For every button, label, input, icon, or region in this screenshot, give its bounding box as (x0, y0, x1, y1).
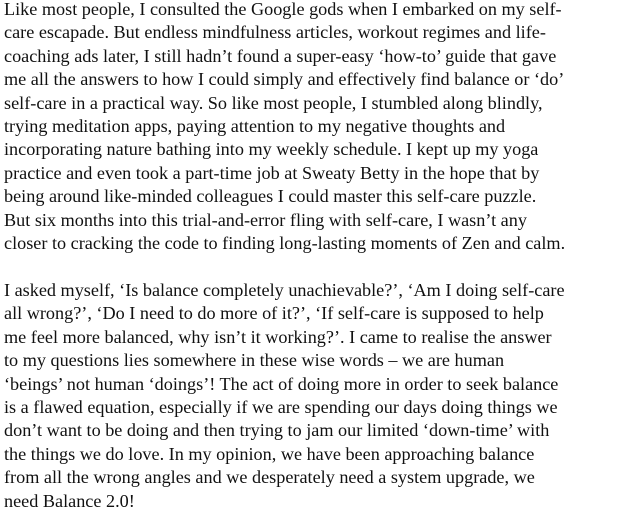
paragraph-line: ‘beings’ not human ‘doings’! The act of doing more in order to seek balance (4, 373, 559, 394)
paragraph-line: I asked myself, ‘Is balance completely unachievable?’, ‘Am I doing self-care (4, 279, 565, 300)
paragraph-line: practice and even took a part-time job at Sweaty Betty in the hope that by (4, 162, 540, 183)
paragraph-line: me feel more balanced, why isn’t it working?’. I came to realise the answer (4, 326, 552, 347)
paragraph-line: self-care in a practical way. So like most people, I stumbled along blindly, (4, 92, 543, 113)
paragraph-line: coaching ads later, I still hadn’t found a super-easy ‘how-to’ guide that gave (4, 45, 557, 66)
paragraph-line: to my questions lies somewhere in these wise words – we are human (4, 350, 505, 371)
paragraph-line: incorporating nature bathing into my weekly schedule. I kept up my yoga (4, 139, 539, 160)
paragraph-line: the things we do love. In my opinion, we have been approaching balance (4, 443, 535, 464)
paragraph-line: care escapade. But endless mindfulness articles, workout regimes and life- (4, 22, 546, 43)
paragraph-line: Like most people, I consulted the Google gods when I embarked on my self- (4, 0, 562, 19)
paragraph-line: me all the answers to how I could simply and effectively find balance or ‘do’ (4, 69, 565, 90)
paragraph-line: from all the wrong angles and we desperately need a system upgrade, we (4, 467, 535, 488)
paragraph-2 (4, 279, 642, 513)
paragraph-line: don’t want to be doing and then trying to jam our limited ‘down-time’ with (4, 420, 550, 441)
paragraph-line: trying meditation apps, paying attention to my negative thoughts and (4, 116, 506, 137)
paragraph-line: is a flawed equation, especially if we are spending our days doing things we (4, 397, 558, 417)
paragraph-line: closer to cracking the code to finding long-lasting moments of Zen and calm. (4, 233, 566, 254)
paragraph-line: all wrong?’, ‘Do I need to do more of it?’, ‘If self-care is supposed to help (4, 303, 544, 324)
paragraph-line: But six months into this trial-and-error fling with self-care, I wasn’t any (4, 209, 527, 230)
paragraph-line: need Balance 2.0! (4, 490, 135, 511)
paragraph-1 (4, 0, 642, 255)
paragraph-line: being around like-minded colleagues I could master this self-care puzzle. (4, 186, 537, 207)
